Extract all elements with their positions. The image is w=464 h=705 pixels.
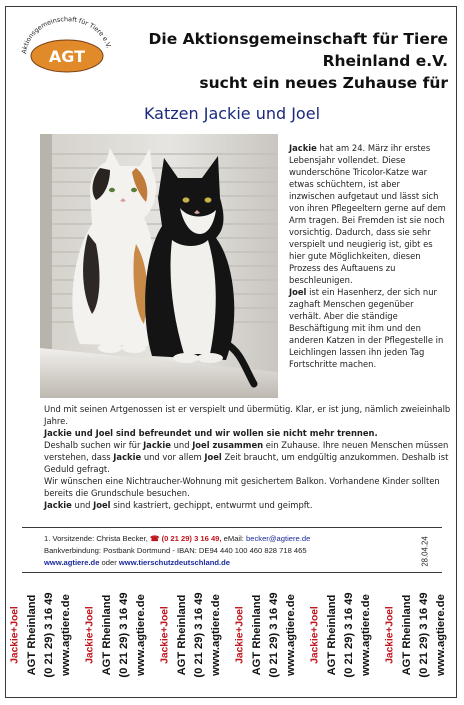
contact-box — [22, 527, 442, 573]
cats-photo — [40, 134, 278, 398]
tab-2-names[interactable]: Jackie+Joel — [84, 606, 96, 664]
tab-3-names[interactable]: Jackie+Joel — [159, 606, 171, 664]
tab-2-web[interactable]: www.agtiere.de — [135, 594, 147, 676]
body-p2-text: Jackie und Joel sind befreundet und wir wollen sie nicht mehr trennen. — [44, 428, 378, 438]
tab-4-names[interactable]: Jackie+Joel — [234, 606, 246, 664]
chair-text: 1. Vorsitzende: Christa Becker, — [44, 534, 148, 543]
tab-5-org[interactable]: AGT Rheinland — [326, 594, 338, 676]
tab-1-web[interactable]: www.agtiere.de — [60, 594, 72, 676]
date-stamp — [422, 534, 432, 568]
contact-email-link[interactable]: becker@agtiere.de — [246, 534, 311, 543]
date-text: 28.04.24 — [420, 536, 430, 567]
tab-5-phone[interactable]: (0 21 29) 3 16 49 — [343, 592, 355, 678]
contact-line-1 — [44, 534, 310, 543]
tab-1-phone[interactable]: (0 21 29) 3 16 49 — [43, 592, 55, 678]
tab-6-phone[interactable]: (0 21 29) 3 16 49 — [418, 592, 430, 678]
body-p1: Und mit seinen Artgenossen ist er verspielt und übermütig. Klar, er ist jung, nämlich zweieinhalb Jahre. — [44, 404, 451, 426]
tab-3-phone[interactable]: (0 21 29) 3 16 49 — [193, 592, 205, 678]
tab-3-web[interactable]: www.agtiere.de — [210, 594, 222, 676]
description-column — [289, 142, 447, 370]
tab-5-web[interactable]: www.agtiere.de — [360, 594, 372, 676]
body-p2 — [44, 427, 452, 439]
phone-icon: ☎ — [149, 534, 160, 543]
tab-6-names[interactable]: Jackie+Joel — [384, 606, 396, 664]
jackie-paragraph — [289, 142, 447, 286]
logo-abbr: AGT — [48, 47, 86, 66]
tab-6-web[interactable]: www.agtiere.de — [435, 594, 447, 676]
body-p4: Wir wünschen eine Nichtraucher-Wohnung mit gesichertem Balkon. Vorhandene Kinder sollten bereits die Grundschule besuchen. — [44, 476, 440, 498]
web-or: oder — [101, 558, 117, 567]
tab-1-names[interactable]: Jackie+Joel — [9, 606, 21, 664]
jackie-name: Jackie — [289, 143, 317, 153]
bank-line: Bankverbindung: Postbank Dortmund - IBAN: DE94 440 100 460 828 718 465 — [44, 546, 307, 555]
tab-2-phone[interactable]: (0 21 29) 3 16 49 — [118, 592, 130, 678]
agt-logo — [12, 12, 120, 74]
tab-1-org[interactable]: AGT Rheinland — [26, 594, 38, 676]
tab-2-org[interactable]: AGT Rheinland — [101, 594, 113, 676]
tab-6-org[interactable]: AGT Rheinland — [401, 594, 413, 676]
contact-line-3 — [44, 558, 230, 567]
body-text — [44, 403, 452, 511]
logo-arc-text: Aktionsgemeinschaft für Tiere e.V. — [20, 15, 113, 55]
website-link-tierschutz[interactable]: www.tierschutzdeutschland.de — [118, 558, 230, 567]
tab-4-web[interactable]: www.agtiere.de — [285, 594, 297, 676]
header — [128, 28, 448, 94]
tab-5-names[interactable]: Jackie+Joel — [309, 606, 321, 664]
email-label: eMail: — [223, 534, 244, 543]
body-p3: Deshalb suchen wir für Jackie und Joel zusammen ein Zuhause. Ihre neuen Menschen müssen verstehen, dass Jackie und vor allem Joel Zeit braucht, um endgültig anzukommen. Deshalb ist Geduld gefragt. — [44, 440, 449, 474]
tab-4-phone[interactable]: (0 21 29) 3 16 49 — [268, 592, 280, 678]
contact-phone[interactable]: (0 21 29) 3 16 49, — [161, 534, 222, 543]
header-line-3: sucht ein neues Zuhause für — [199, 74, 448, 92]
header-line-1: Die Aktionsgemeinschaft für Tiere — [148, 30, 448, 48]
joel-text: ist ein Hasenherz, der sich nur zaghaft Menschen gegenüber verhält. Aber die ständige Beschäftigung mit ihm und den anderen Katzen in der Pflegestelle in Leichlingen lassen ihn jeden Tag Fortschritte machen. — [289, 287, 444, 369]
jackie-text: hat am 24. März ihr erstes Lebensjahr vollendet. Diese wunderschöne Tricolor-Katze war etwas schüchtern, ist aber inzwischen aufgetaut und lässt sich von ihren Pflegeeltern gerne auf dem Arm tragen. Bei Fremden ist sie noch vorsichtig. Dadurch, dass sie sehr verspielt und neugierig ist, gibt es hier gute Möglichkeiten, diesen Prozess des Auftauens zu beschleunigen. — [289, 143, 446, 285]
website-link-agtiere[interactable]: www.agtiere.de — [44, 558, 100, 567]
tab-3-org[interactable]: AGT Rheinland — [176, 594, 188, 676]
tear-off-tabs — [6, 573, 458, 697]
tab-4-org[interactable]: AGT Rheinland — [251, 594, 263, 676]
page-title: Katzen Jackie und Joel — [143, 104, 321, 123]
joel-paragraph — [289, 286, 447, 370]
header-line-2: Rheinland e.V. — [322, 52, 448, 70]
body-p5: Jackie und Joel sind kastriert, gechippt, entwurmt und geimpft. — [44, 500, 313, 510]
joel-name: Joel — [289, 287, 307, 297]
